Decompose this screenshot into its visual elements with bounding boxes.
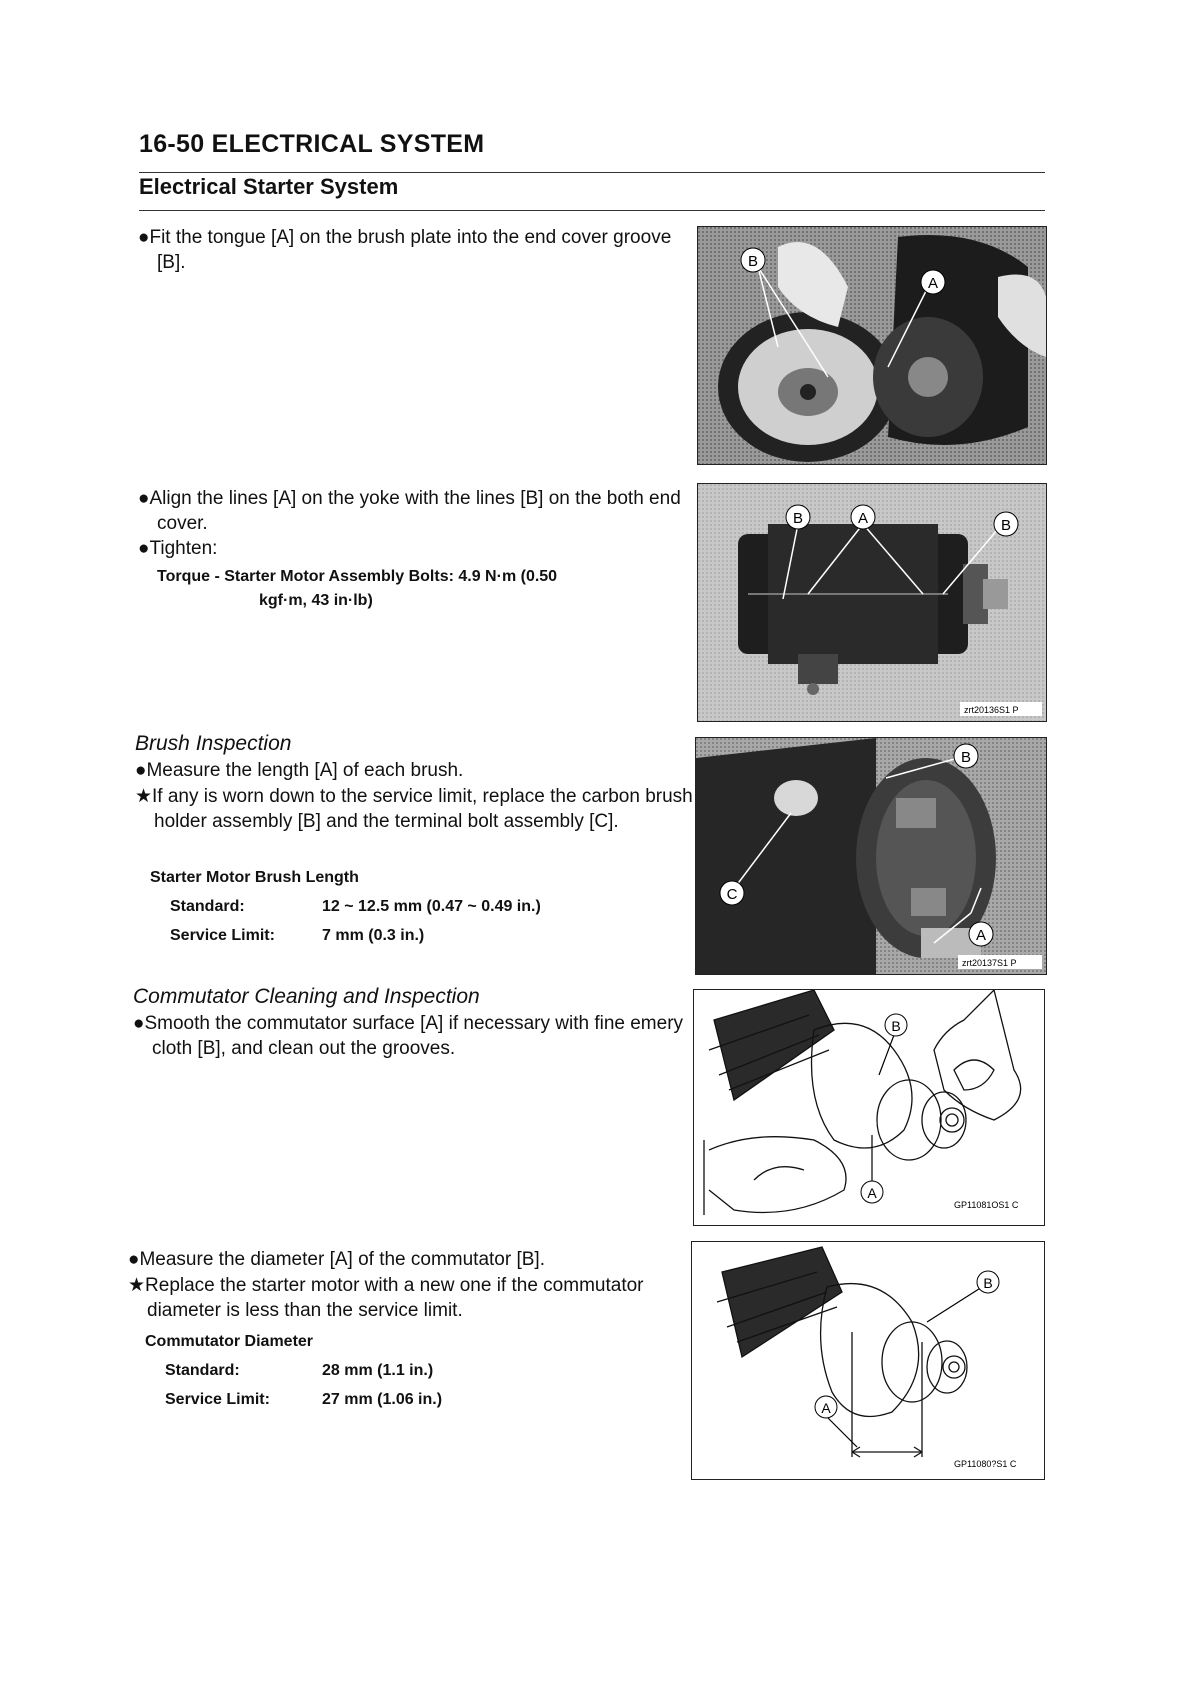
figure4-callouts — [694, 990, 1044, 1225]
callout-b-label: B — [960, 749, 972, 766]
brush-standard-label: Standard: — [170, 898, 245, 915]
brush-limit-value: 7 mm (0.3 in.) — [322, 927, 425, 944]
figure-yoke-alignment — [697, 483, 1047, 722]
subtitle-rule — [139, 210, 1045, 211]
replace-brush-instruction: ★If any is worn down to the service limit, replace the carbon brush holder assembly [B] and the terminal bolt assembly [C]. — [135, 786, 693, 832]
page-title: 16-50 ELECTRICAL SYSTEM — [139, 130, 485, 158]
callout-b-label: B — [983, 1275, 993, 1291]
figure3-callouts — [696, 738, 1046, 974]
commutator-cleaning-heading: Commutator Cleaning and Inspection — [133, 985, 480, 1008]
commutator-spec-title: Commutator Diameter — [145, 1333, 314, 1350]
figure-brush-plate-end-cover — [697, 226, 1047, 465]
callout-b-label: B — [792, 510, 804, 527]
torque-spec-line1: Torque - Starter Motor Assembly Bolts: 4.9 N·m (0.50 — [157, 568, 558, 585]
brush-inspection-heading: Brush Inspection — [135, 732, 292, 755]
section-title: Electrical Starter System — [139, 174, 399, 199]
brush-limit-label: Service Limit: — [170, 927, 275, 944]
callout-b-label: B — [891, 1018, 901, 1034]
torque-spec-line2: kgf·m, 43 in·lb) — [259, 592, 373, 609]
commutator-limit-value: 27 mm (1.06 in.) — [322, 1391, 443, 1408]
smooth-commutator-instruction: ●Smooth the commutator surface [A] if necessary with fine emery cloth [B], and clean out the grooves. — [133, 1013, 684, 1059]
figure-code: GP11080?S1 C — [954, 1459, 1017, 1469]
figure-code: GP11081OS1 C — [954, 1200, 1019, 1210]
callout-b-label: B — [747, 253, 759, 270]
measure-brush-instruction: ●Measure the length [A] of each brush. — [135, 760, 464, 781]
figure1-callouts — [698, 227, 1046, 464]
replace-motor-instruction: ★Replace the starter motor with a new one if the commutator diameter is less than the service limit. — [128, 1275, 644, 1321]
figure2-callouts — [698, 484, 1046, 721]
callout-c-label: C — [726, 886, 738, 903]
commutator-standard-label: Standard: — [165, 1362, 240, 1379]
commutator-standard-value: 28 mm (1.1 in.) — [322, 1362, 434, 1379]
callout-a-label: A — [867, 1185, 877, 1201]
tighten-instruction: ●Tighten: — [138, 538, 218, 559]
callout-b2-label: B — [1000, 517, 1012, 534]
callout-a-label: A — [821, 1400, 831, 1416]
figure-code: zrt20136S1 P — [964, 705, 1019, 715]
figure-commutator-cleaning — [693, 989, 1045, 1226]
header-rule — [139, 172, 1045, 173]
align-lines-instruction: ●Align the lines [A] on the yoke with the lines [B] on the both end cover. — [138, 488, 681, 534]
callout-a-label: A — [975, 927, 987, 944]
commutator-limit-label: Service Limit: — [165, 1391, 270, 1408]
brush-spec-title: Starter Motor Brush Length — [150, 869, 359, 886]
callout-a-label: A — [857, 510, 869, 527]
callout-a-label: A — [927, 275, 939, 292]
measure-diameter-instruction: ●Measure the diameter [A] of the commutator [B]. — [128, 1249, 545, 1270]
figure-commutator-diameter — [691, 1241, 1045, 1480]
fit-tongue-instruction: ●Fit the tongue [A] on the brush plate into the end cover groove [B]. — [138, 227, 672, 273]
figure5-callouts — [692, 1242, 1044, 1479]
brush-standard-value: 12 ~ 12.5 mm (0.47 ~ 0.49 in.) — [322, 898, 541, 915]
figure-code: zrt20137S1 P — [962, 958, 1017, 968]
figure-brush-holder — [695, 737, 1047, 975]
